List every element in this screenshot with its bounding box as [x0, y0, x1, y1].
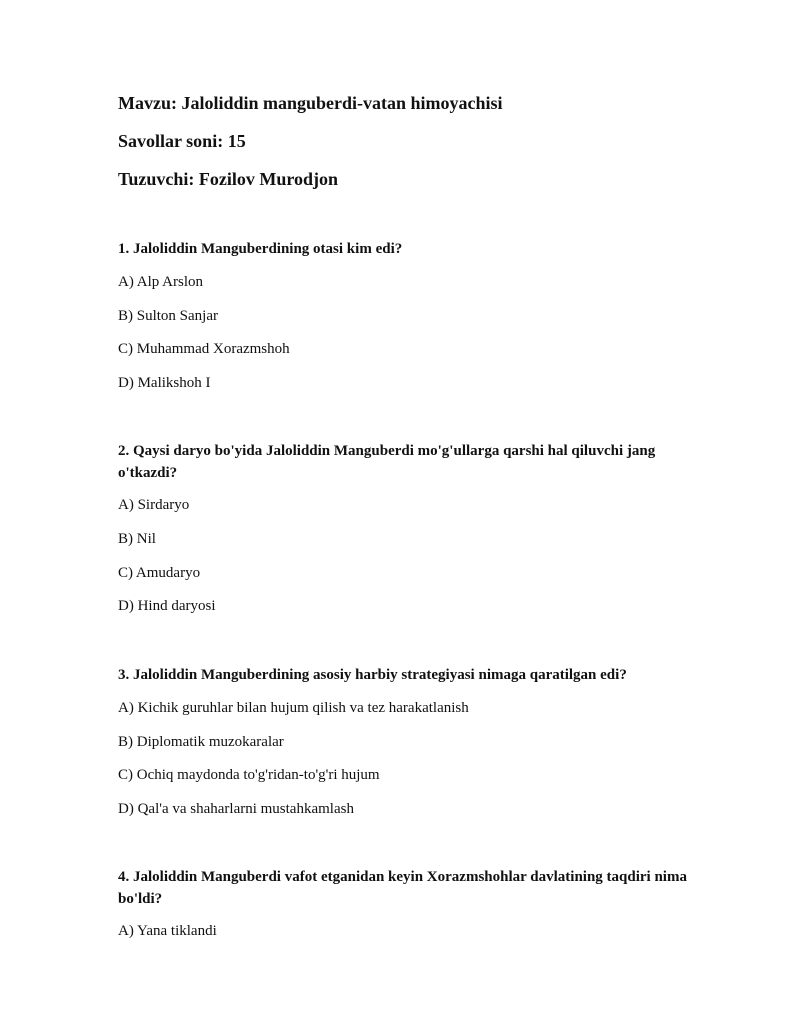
question-2-option-b: B) Nil	[118, 531, 156, 547]
question-1-option-c: C) Muhammad Xorazmshoh	[118, 341, 290, 357]
question-3-option-a: A) Kichik guruhlar bilan hujum qilish va tez harakatlanish	[118, 700, 469, 716]
question-2: 2. Qaysi daryo bo'yida Jaloliddin Manguberdi mo'g'ullarga qarshi hal qiluvchi jang o'tkazdi?	[118, 443, 656, 481]
question-3-option-c: C) Ochiq maydonda to'g'ridan-to'g'ri hujum	[118, 767, 380, 783]
question-1: 1. Jaloliddin Manguberdining otasi kim edi?	[118, 241, 403, 257]
question-2-option-a: A) Sirdaryo	[118, 497, 190, 513]
question-3-option-d: D) Qal'a va shaharlarni mustahkamlash	[118, 801, 354, 817]
author-heading: Tuzuvchi: Fozilov Murodjon	[118, 169, 339, 189]
question-2-option-c: C) Amudaryo	[118, 565, 201, 581]
question-3-option-b: B) Diplomatik muzokaralar	[118, 734, 284, 750]
question-3: 3. Jaloliddin Manguberdining asosiy harbiy strategiyasi nimaga qaratilgan edi?	[118, 667, 627, 683]
question-count-heading: Savollar soni: 15	[118, 131, 246, 151]
question-2-option-d: D) Hind daryosi	[118, 598, 216, 614]
topic-heading: Mavzu: Jaloliddin manguberdi-vatan himoyachisi	[118, 93, 503, 113]
question-4: 4. Jaloliddin Manguberdi vafot etganidan keyin Xorazmshohlar davlatining taqdiri nima bo'ldi?	[118, 869, 687, 907]
question-4-option-a: A) Yana tiklandi	[118, 923, 217, 939]
question-1-option-b: B) Sulton Sanjar	[118, 308, 218, 324]
question-1-option-d: D) Malikshoh I	[118, 375, 211, 391]
question-1-option-a: A) Alp Arslon	[118, 274, 204, 290]
